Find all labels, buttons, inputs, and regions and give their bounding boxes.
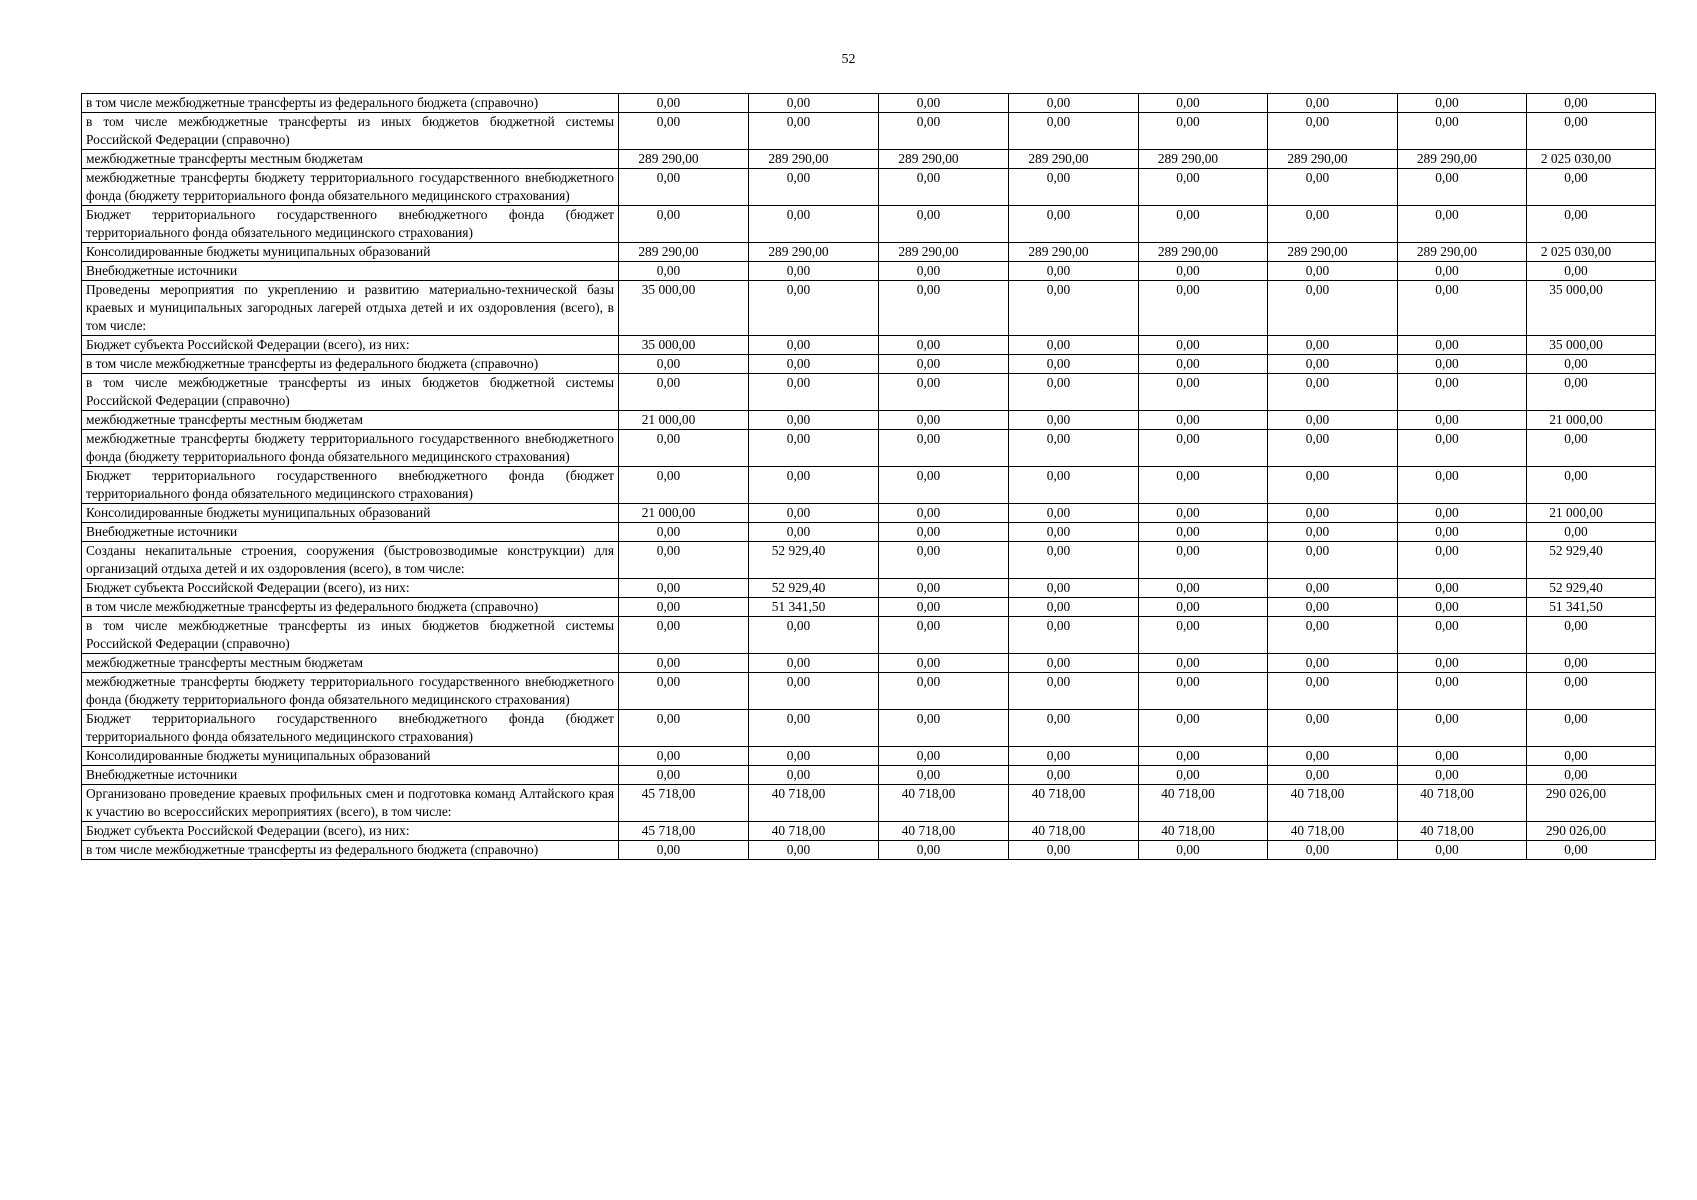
row-value-cell: 0,00: [879, 281, 1009, 336]
row-value-cell: 289 290,00: [879, 243, 1009, 262]
row-total-cell: 0,00: [1527, 617, 1656, 654]
row-value-cell: 0,00: [619, 598, 749, 617]
row-value-cell: 0,00: [879, 411, 1009, 430]
row-value-cell: 40 718,00: [1009, 822, 1139, 841]
row-value-cell: 289 290,00: [1139, 150, 1268, 169]
row-total-cell: 0,00: [1527, 374, 1656, 411]
row-value-cell: 35 000,00: [619, 281, 749, 336]
row-value-cell: 0,00: [749, 766, 879, 785]
row-value-cell: 0,00: [1139, 504, 1268, 523]
row-value-cell: 0,00: [1268, 281, 1398, 336]
row-value-cell: 289 290,00: [1398, 243, 1527, 262]
row-label: в том числе межбюджетные трансферты из иных бюджетов бюджетной системы Российской Федерации (справочно): [82, 374, 619, 411]
table-row: [82, 673, 1656, 710]
table-row: [82, 169, 1656, 206]
row-value-cell: 0,00: [619, 355, 749, 374]
row-total-cell: 0,00: [1527, 766, 1656, 785]
row-label: Организовано проведение краевых профильных смен и подготовка команд Алтайского края к участию во всероссийских мероприятиях (всего), в том числе:: [82, 785, 619, 822]
row-value-cell: 0,00: [879, 113, 1009, 150]
row-value-cell: 40 718,00: [879, 822, 1009, 841]
row-value-cell: 0,00: [879, 467, 1009, 504]
row-value-cell: 0,00: [749, 281, 879, 336]
row-value-cell: 0,00: [879, 374, 1009, 411]
row-value-cell: 0,00: [749, 169, 879, 206]
row-value-cell: 52 929,40: [749, 579, 879, 598]
row-value-cell: 0,00: [1268, 430, 1398, 467]
row-total-cell: 0,00: [1527, 523, 1656, 542]
row-value-cell: 0,00: [749, 336, 879, 355]
row-value-cell: 0,00: [619, 673, 749, 710]
row-label: Бюджет субъекта Российской Федерации (всего), из них:: [82, 579, 619, 598]
row-value-cell: 0,00: [749, 206, 879, 243]
row-value-cell: 0,00: [879, 523, 1009, 542]
row-value-cell: 0,00: [879, 747, 1009, 766]
row-total-cell: 0,00: [1527, 94, 1656, 113]
row-value-cell: 0,00: [1139, 430, 1268, 467]
row-label: Созданы некапитальные строения, сооружения (быстровозводимые конструкции) для организаций отдыха детей и их оздоровления (всего), в том числе:: [82, 542, 619, 579]
row-total-cell: 35 000,00: [1527, 336, 1656, 355]
row-value-cell: 289 290,00: [1268, 243, 1398, 262]
row-label: Бюджет территориального государственного внебюджетного фонда (бюджет территориального фонда обязательного медицинского страхования): [82, 467, 619, 504]
row-value-cell: 289 290,00: [749, 243, 879, 262]
row-value-cell: 289 290,00: [749, 150, 879, 169]
row-total-cell: 21 000,00: [1527, 504, 1656, 523]
row-total-cell: 0,00: [1527, 747, 1656, 766]
row-total-cell: 51 341,50: [1527, 598, 1656, 617]
row-total-cell: 2 025 030,00: [1527, 243, 1656, 262]
row-value-cell: 45 718,00: [619, 822, 749, 841]
row-value-cell: 0,00: [1009, 579, 1139, 598]
row-value-cell: 0,00: [1268, 617, 1398, 654]
row-total-cell: 21 000,00: [1527, 411, 1656, 430]
row-value-cell: 0,00: [619, 841, 749, 860]
row-label: Бюджет субъекта Российской Федерации (всего), из них:: [82, 336, 619, 355]
row-value-cell: 0,00: [1398, 262, 1527, 281]
row-value-cell: 0,00: [1139, 710, 1268, 747]
row-value-cell: 0,00: [1139, 169, 1268, 206]
table-row: [82, 336, 1656, 355]
row-value-cell: 0,00: [1009, 411, 1139, 430]
row-value-cell: 0,00: [879, 673, 1009, 710]
row-value-cell: 40 718,00: [879, 785, 1009, 822]
row-value-cell: 0,00: [1268, 579, 1398, 598]
row-label: Консолидированные бюджеты муниципальных образований: [82, 747, 619, 766]
row-value-cell: 0,00: [1268, 766, 1398, 785]
row-total-cell: 0,00: [1527, 113, 1656, 150]
row-value-cell: 0,00: [1398, 710, 1527, 747]
row-value-cell: 0,00: [749, 411, 879, 430]
row-value-cell: 0,00: [879, 430, 1009, 467]
row-value-cell: 0,00: [1268, 654, 1398, 673]
row-value-cell: 0,00: [1009, 281, 1139, 336]
row-value-cell: 0,00: [619, 766, 749, 785]
row-total-cell: 0,00: [1527, 841, 1656, 860]
row-value-cell: 0,00: [1398, 206, 1527, 243]
row-value-cell: 0,00: [1139, 598, 1268, 617]
row-value-cell: 0,00: [1009, 504, 1139, 523]
table-row: [82, 542, 1656, 579]
row-total-cell: 0,00: [1527, 262, 1656, 281]
row-value-cell: 0,00: [749, 94, 879, 113]
row-value-cell: 40 718,00: [749, 822, 879, 841]
row-value-cell: 0,00: [1139, 841, 1268, 860]
row-label: межбюджетные трансферты бюджету территориального государственного внебюджетного фонда (бюджету территориального фонда обязательного медицинского страхования): [82, 673, 619, 710]
row-value-cell: 0,00: [879, 766, 1009, 785]
row-value-cell: 0,00: [749, 262, 879, 281]
table-row: [82, 262, 1656, 281]
row-value-cell: 0,00: [619, 113, 749, 150]
row-label: в том числе межбюджетные трансферты из иных бюджетов бюджетной системы Российской Федерации (справочно): [82, 617, 619, 654]
row-total-cell: 0,00: [1527, 355, 1656, 374]
row-value-cell: 0,00: [1139, 654, 1268, 673]
row-label: в том числе межбюджетные трансферты из федерального бюджета (справочно): [82, 841, 619, 860]
row-value-cell: 35 000,00: [619, 336, 749, 355]
row-value-cell: 289 290,00: [1009, 150, 1139, 169]
row-value-cell: 0,00: [1398, 598, 1527, 617]
row-value-cell: 0,00: [879, 206, 1009, 243]
row-value-cell: 0,00: [1139, 336, 1268, 355]
row-value-cell: 0,00: [879, 262, 1009, 281]
table-row: [82, 430, 1656, 467]
row-value-cell: 0,00: [619, 579, 749, 598]
row-value-cell: 0,00: [619, 169, 749, 206]
row-value-cell: 0,00: [1139, 747, 1268, 766]
row-label: Консолидированные бюджеты муниципальных образований: [82, 243, 619, 262]
row-value-cell: 0,00: [749, 374, 879, 411]
row-value-cell: 289 290,00: [1139, 243, 1268, 262]
row-value-cell: 0,00: [749, 617, 879, 654]
row-value-cell: 289 290,00: [879, 150, 1009, 169]
row-value-cell: 0,00: [619, 747, 749, 766]
row-total-cell: 0,00: [1527, 169, 1656, 206]
row-label: Внебюджетные источники: [82, 766, 619, 785]
table-row: [82, 841, 1656, 860]
row-value-cell: 0,00: [1139, 467, 1268, 504]
row-value-cell: 0,00: [1268, 169, 1398, 206]
row-value-cell: 0,00: [1398, 747, 1527, 766]
row-value-cell: 0,00: [1268, 113, 1398, 150]
row-label: межбюджетные трансферты бюджету территориального государственного внебюджетного фонда (бюджету территориального фонда обязательного медицинского страхования): [82, 430, 619, 467]
row-value-cell: 0,00: [1398, 673, 1527, 710]
row-value-cell: 0,00: [1009, 542, 1139, 579]
row-value-cell: 0,00: [1139, 766, 1268, 785]
row-label: Бюджет территориального государственного внебюджетного фонда (бюджет территориального фонда обязательного медицинского страхования): [82, 710, 619, 747]
table-row: [82, 654, 1656, 673]
table-row: [82, 766, 1656, 785]
row-value-cell: 0,00: [1009, 523, 1139, 542]
row-value-cell: 0,00: [619, 542, 749, 579]
row-value-cell: 0,00: [1398, 113, 1527, 150]
row-value-cell: 0,00: [619, 430, 749, 467]
row-value-cell: 52 929,40: [749, 542, 879, 579]
row-value-cell: 0,00: [1398, 94, 1527, 113]
row-label: Внебюджетные источники: [82, 523, 619, 542]
row-value-cell: 0,00: [1398, 654, 1527, 673]
row-value-cell: 45 718,00: [619, 785, 749, 822]
table-row: [82, 822, 1656, 841]
row-value-cell: 0,00: [1398, 430, 1527, 467]
row-value-cell: 0,00: [879, 617, 1009, 654]
row-value-cell: 21 000,00: [619, 504, 749, 523]
row-total-cell: 52 929,40: [1527, 542, 1656, 579]
table-row: [82, 579, 1656, 598]
row-value-cell: 0,00: [1009, 430, 1139, 467]
row-value-cell: 0,00: [619, 206, 749, 243]
row-value-cell: 0,00: [879, 710, 1009, 747]
table-row: [82, 150, 1656, 169]
row-value-cell: 0,00: [1009, 747, 1139, 766]
row-value-cell: 0,00: [1398, 467, 1527, 504]
row-label: Внебюджетные источники: [82, 262, 619, 281]
row-value-cell: 289 290,00: [619, 150, 749, 169]
row-total-cell: 0,00: [1527, 467, 1656, 504]
row-value-cell: 0,00: [1139, 673, 1268, 710]
row-value-cell: 0,00: [1268, 504, 1398, 523]
row-value-cell: 0,00: [749, 673, 879, 710]
row-value-cell: 0,00: [1398, 374, 1527, 411]
row-value-cell: 0,00: [1398, 336, 1527, 355]
row-value-cell: 0,00: [1398, 169, 1527, 206]
row-value-cell: 0,00: [1009, 374, 1139, 411]
row-value-cell: 0,00: [749, 504, 879, 523]
row-label: в том числе межбюджетные трансферты из федерального бюджета (справочно): [82, 355, 619, 374]
table-row: [82, 617, 1656, 654]
row-value-cell: 289 290,00: [1268, 150, 1398, 169]
table-row: [82, 94, 1656, 113]
table-row: [82, 747, 1656, 766]
row-value-cell: 0,00: [619, 523, 749, 542]
row-value-cell: 0,00: [1268, 262, 1398, 281]
row-total-cell: 290 026,00: [1527, 822, 1656, 841]
row-total-cell: 0,00: [1527, 206, 1656, 243]
row-value-cell: 0,00: [1139, 113, 1268, 150]
row-value-cell: 0,00: [1009, 169, 1139, 206]
row-label: в том числе межбюджетные трансферты из федерального бюджета (справочно): [82, 94, 619, 113]
table-row: [82, 710, 1656, 747]
row-total-cell: 0,00: [1527, 673, 1656, 710]
row-value-cell: 0,00: [1398, 766, 1527, 785]
row-value-cell: 0,00: [1009, 113, 1139, 150]
row-value-cell: 0,00: [1398, 411, 1527, 430]
row-total-cell: 2 025 030,00: [1527, 150, 1656, 169]
row-value-cell: 51 341,50: [749, 598, 879, 617]
row-total-cell: 290 026,00: [1527, 785, 1656, 822]
row-value-cell: 0,00: [879, 598, 1009, 617]
row-value-cell: 0,00: [1268, 841, 1398, 860]
table-row: [82, 523, 1656, 542]
table-row: [82, 411, 1656, 430]
row-value-cell: 0,00: [879, 542, 1009, 579]
table-body: [82, 94, 1656, 860]
row-label: Проведены мероприятия по укреплению и развитию материально-технической базы краевых и муниципальных загородных лагерей отдыха детей и их оздоровления (всего), в том числе:: [82, 281, 619, 336]
row-value-cell: 21 000,00: [619, 411, 749, 430]
row-value-cell: 0,00: [1009, 94, 1139, 113]
row-value-cell: 0,00: [1139, 374, 1268, 411]
row-value-cell: 0,00: [1268, 336, 1398, 355]
row-value-cell: 0,00: [749, 430, 879, 467]
row-label: межбюджетные трансферты местным бюджетам: [82, 150, 619, 169]
row-label: в том числе межбюджетные трансферты из федерального бюджета (справочно): [82, 598, 619, 617]
row-value-cell: 0,00: [749, 355, 879, 374]
row-value-cell: 0,00: [1009, 654, 1139, 673]
row-value-cell: 0,00: [879, 355, 1009, 374]
row-value-cell: 40 718,00: [1139, 822, 1268, 841]
row-value-cell: 0,00: [1268, 467, 1398, 504]
page-number: 52: [841, 52, 856, 67]
row-value-cell: 0,00: [1268, 523, 1398, 542]
row-value-cell: 0,00: [879, 841, 1009, 860]
row-value-cell: 0,00: [1398, 523, 1527, 542]
row-value-cell: 0,00: [1009, 841, 1139, 860]
table-row: [82, 355, 1656, 374]
row-value-cell: 289 290,00: [1009, 243, 1139, 262]
row-value-cell: 0,00: [749, 710, 879, 747]
row-value-cell: 0,00: [1139, 523, 1268, 542]
row-value-cell: 40 718,00: [1139, 785, 1268, 822]
row-value-cell: 0,00: [1139, 94, 1268, 113]
row-value-cell: 289 290,00: [619, 243, 749, 262]
row-value-cell: 0,00: [1009, 467, 1139, 504]
row-label: Бюджет территориального государственного внебюджетного фонда (бюджет территориального фонда обязательного медицинского страхования): [82, 206, 619, 243]
row-value-cell: 40 718,00: [1268, 822, 1398, 841]
row-value-cell: 40 718,00: [1009, 785, 1139, 822]
row-value-cell: 289 290,00: [1398, 150, 1527, 169]
row-value-cell: 0,00: [1268, 94, 1398, 113]
row-value-cell: 0,00: [1139, 355, 1268, 374]
row-total-cell: 52 929,40: [1527, 579, 1656, 598]
row-value-cell: 0,00: [1009, 710, 1139, 747]
row-value-cell: 0,00: [1009, 617, 1139, 654]
row-value-cell: 0,00: [619, 262, 749, 281]
row-value-cell: 0,00: [1398, 579, 1527, 598]
row-value-cell: 0,00: [619, 94, 749, 113]
row-value-cell: 0,00: [1398, 355, 1527, 374]
row-label: в том числе межбюджетные трансферты из иных бюджетов бюджетной системы Российской Федерации (справочно): [82, 113, 619, 150]
row-value-cell: 0,00: [749, 654, 879, 673]
row-value-cell: 0,00: [749, 467, 879, 504]
row-value-cell: 40 718,00: [1398, 785, 1527, 822]
table-row: [82, 374, 1656, 411]
table-row: [82, 504, 1656, 523]
table-row: [82, 206, 1656, 243]
row-value-cell: 0,00: [1139, 206, 1268, 243]
row-value-cell: 0,00: [879, 336, 1009, 355]
row-value-cell: 0,00: [879, 94, 1009, 113]
row-value-cell: 0,00: [1139, 411, 1268, 430]
row-value-cell: 0,00: [1268, 542, 1398, 579]
row-value-cell: 0,00: [1009, 673, 1139, 710]
row-value-cell: 0,00: [1009, 598, 1139, 617]
row-value-cell: 0,00: [619, 617, 749, 654]
row-value-cell: 0,00: [1139, 579, 1268, 598]
row-value-cell: 0,00: [1009, 262, 1139, 281]
row-value-cell: 0,00: [1398, 542, 1527, 579]
row-value-cell: 0,00: [619, 467, 749, 504]
row-value-cell: 0,00: [879, 504, 1009, 523]
row-value-cell: 0,00: [1398, 617, 1527, 654]
row-value-cell: 40 718,00: [749, 785, 879, 822]
table-row: [82, 243, 1656, 262]
row-value-cell: 40 718,00: [1268, 785, 1398, 822]
row-value-cell: 0,00: [1139, 262, 1268, 281]
row-label: Консолидированные бюджеты муниципальных образований: [82, 504, 619, 523]
row-value-cell: 0,00: [1398, 841, 1527, 860]
row-value-cell: 0,00: [1268, 598, 1398, 617]
row-total-cell: 35 000,00: [1527, 281, 1656, 336]
row-value-cell: 0,00: [1268, 206, 1398, 243]
row-value-cell: 0,00: [879, 169, 1009, 206]
row-value-cell: 0,00: [1139, 542, 1268, 579]
row-value-cell: 0,00: [619, 374, 749, 411]
row-value-cell: 0,00: [619, 710, 749, 747]
row-value-cell: 0,00: [1268, 374, 1398, 411]
row-value-cell: 0,00: [1009, 206, 1139, 243]
row-total-cell: 0,00: [1527, 430, 1656, 467]
row-value-cell: 0,00: [749, 747, 879, 766]
row-total-cell: 0,00: [1527, 654, 1656, 673]
table-row: [82, 281, 1656, 336]
row-value-cell: 0,00: [1139, 617, 1268, 654]
budget-table: [81, 93, 1656, 860]
row-value-cell: 0,00: [879, 579, 1009, 598]
row-value-cell: 0,00: [749, 841, 879, 860]
row-value-cell: 0,00: [1268, 747, 1398, 766]
table-row: [82, 113, 1656, 150]
row-value-cell: 0,00: [619, 654, 749, 673]
row-label: межбюджетные трансферты бюджету территориального государственного внебюджетного фонда (бюджету территориального фонда обязательного медицинского страхования): [82, 169, 619, 206]
row-value-cell: 0,00: [1009, 336, 1139, 355]
table-row: [82, 467, 1656, 504]
row-value-cell: 40 718,00: [1398, 822, 1527, 841]
row-value-cell: 0,00: [749, 113, 879, 150]
row-label: межбюджетные трансферты местным бюджетам: [82, 654, 619, 673]
row-value-cell: 0,00: [749, 523, 879, 542]
row-label: межбюджетные трансферты местным бюджетам: [82, 411, 619, 430]
row-value-cell: 0,00: [1398, 281, 1527, 336]
table-row: [82, 785, 1656, 822]
row-value-cell: 0,00: [1268, 710, 1398, 747]
row-value-cell: 0,00: [879, 654, 1009, 673]
table-row: [82, 598, 1656, 617]
row-value-cell: 0,00: [1268, 673, 1398, 710]
row-label: Бюджет субъекта Российской Федерации (всего), из них:: [82, 822, 619, 841]
row-value-cell: 0,00: [1268, 411, 1398, 430]
row-value-cell: 0,00: [1009, 355, 1139, 374]
row-value-cell: 0,00: [1139, 281, 1268, 336]
row-total-cell: 0,00: [1527, 710, 1656, 747]
row-value-cell: 0,00: [1398, 504, 1527, 523]
row-value-cell: 0,00: [1268, 355, 1398, 374]
row-value-cell: 0,00: [1009, 766, 1139, 785]
